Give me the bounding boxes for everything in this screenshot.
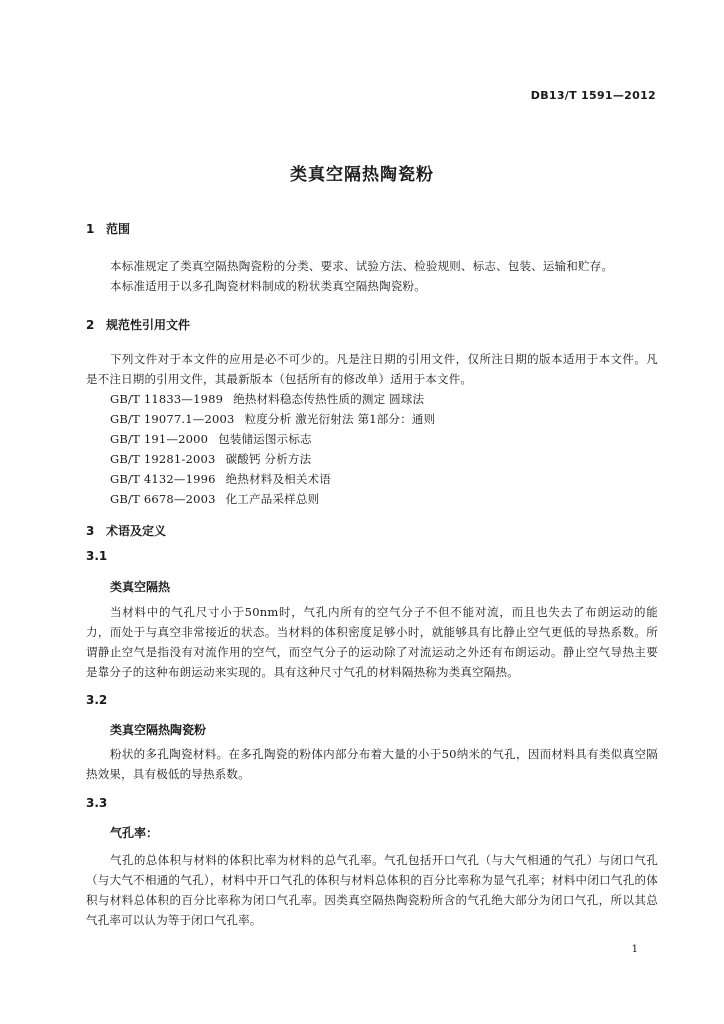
references-intro: 下列文件对于本文件的应用是必不可少的。凡是注日期的引用文件，仅所注日期的版本适用于本文件。凡是不注日期的引用文件，其最新版本（包括所有的修改单）适用于本文件。 [86, 352, 658, 386]
section-2-title: 规范性引用文件 [106, 318, 191, 332]
list-item [110, 489, 435, 509]
section-3-heading [86, 522, 166, 539]
term-3-1-number: 3.1 [86, 549, 108, 563]
section-3-title: 术语及定义 [106, 524, 167, 538]
list-item [110, 389, 435, 409]
section-1-number: 1 [86, 222, 95, 236]
page-number: 1 [631, 944, 638, 955]
reference-title: 碳酸钙 分析方法 [225, 452, 312, 466]
section-1-heading [86, 220, 130, 237]
reference-code: GB/T 6678—2003 [110, 492, 216, 506]
scope-paragraph-1: 本标准规定了类真空隔热陶瓷粉的分类、要求、试验方法、检验规则、标志、包装、运输和贮存。 [110, 259, 614, 273]
reference-title: 粒度分析 激光衍射法 第1部分：通则 [244, 412, 436, 426]
section-1-title: 范围 [106, 222, 131, 236]
term-3-1-definition: 当材料中的气孔尺寸小于50nm时，气孔内所有的空气分子不但不能对流，而且也失去了布朗运动的能力，而处于与真空非常接近的状态。当材料的体积密度足够小时，就能够具有比静止空气更低的导热系数。所谓静止空气是指没有对流作用的空气，而空气分子的运动除了对流运动之外还有布朗运动。静止空气导热主要是靠分子的这种布朗运动来实现的。具有这种尺寸气孔的材料隔热称为类真空隔热。 [86, 605, 658, 679]
term-3-2-definition: 粉状的多孔陶瓷材料。在多孔陶瓷的粉体内部分布着大量的小于50纳米的气孔，因而材料具有类似真空隔热效果，具有极低的导热系数。 [86, 747, 658, 781]
term-3-3-name: 气孔率： [110, 826, 159, 840]
section-2-heading [86, 316, 190, 333]
reference-list [110, 389, 435, 509]
reference-code: GB/T 4132—1996 [110, 472, 216, 486]
reference-code: GB/T 191—2000 [110, 432, 209, 446]
document-title: 类真空隔热陶瓷粉 [290, 165, 434, 185]
section-2-number: 2 [86, 318, 95, 332]
reference-code: GB/T 19077.1—2003 [110, 412, 235, 426]
reference-code: GB/T 11833—1989 [110, 392, 224, 406]
term-3-2-number: 3.2 [86, 693, 108, 707]
reference-title: 包装储运图示标志 [218, 432, 312, 446]
term-3-1-name: 类真空隔热 [110, 580, 171, 594]
reference-code: GB/T 19281-2003 [110, 452, 216, 466]
list-item [110, 429, 435, 449]
standard-code: DB13/T 1591—2012 [530, 89, 656, 102]
scope-paragraph-2: 本标准适用于以多孔陶瓷材料制成的粉状类真空隔热陶瓷粉。 [110, 279, 426, 293]
reference-title: 绝热材料稳态传热性质的测定 圆球法 [233, 392, 425, 406]
term-3-3-definition: 气孔的总体积与材料的体积比率为材料的总气孔率。气孔包括开口气孔（与大气相通的气孔）与闭口气孔（与大气不相通的气孔），材料中开口气孔的体积与材料总体积的百分比率称为显气孔率；材料中闭口气孔的体积与材料总体积的百分比率称为闭口气孔率。因类真空隔热陶瓷粉所含的气孔绝大部分为闭口气孔，所以其总气孔率可以认为等于闭口气孔率。 [86, 853, 658, 927]
list-item [110, 409, 435, 429]
term-3-3-number: 3.3 [86, 796, 108, 810]
list-item [110, 449, 435, 469]
list-item [110, 469, 435, 489]
section-3-number: 3 [86, 524, 95, 538]
reference-title: 绝热材料及相关术语 [225, 472, 331, 486]
term-3-2-name: 类真空隔热陶瓷粉 [110, 723, 207, 737]
reference-title: 化工产品采样总则 [225, 492, 320, 506]
